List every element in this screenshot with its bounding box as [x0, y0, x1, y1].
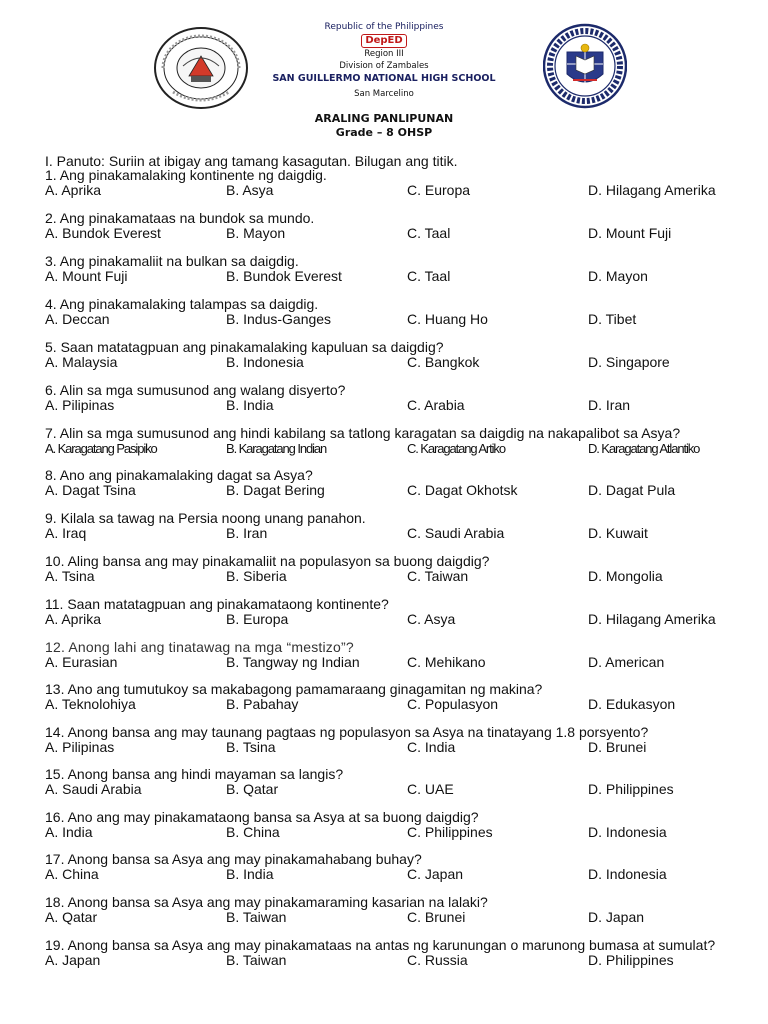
choice-a[interactable]: A. Pilipinas — [45, 397, 115, 413]
choice-d[interactable]: D. Mayon — [588, 268, 648, 284]
choice-c[interactable]: C. Populasyon — [407, 696, 499, 712]
choice-b[interactable]: B. Taiwan — [226, 952, 287, 968]
question-stem: 13. Ano ang tumutukoy sa makabagong pamamaraang ginagamitan ng makina? — [45, 681, 543, 697]
choice-d[interactable]: D. Brunei — [588, 739, 647, 755]
choice-c[interactable]: C. Asya — [407, 611, 456, 627]
choice-b[interactable]: B. Europa — [226, 611, 289, 627]
choice-c[interactable]: C. Taal — [407, 225, 451, 241]
question-item — [45, 211, 745, 241]
question-item — [45, 810, 745, 840]
choice-a[interactable]: A. Teknolohiya — [45, 696, 136, 712]
answer-choices — [45, 697, 745, 712]
grade-line: Grade – 8 OHSP — [335, 126, 433, 139]
choice-c[interactable]: C. UAE — [407, 781, 454, 797]
answer-choices — [45, 226, 745, 241]
question-item — [45, 426, 745, 456]
choice-c[interactable]: C. Bangkok — [407, 354, 480, 370]
answer-choices — [45, 612, 745, 627]
question-stem: 6. Alin sa mga sumusunod ang walang disyerto? — [45, 382, 346, 398]
answer-choices — [45, 483, 745, 498]
choice-d[interactable]: D. Japan — [588, 909, 645, 925]
choice-c[interactable]: C. Philippines — [407, 824, 493, 840]
question-item — [45, 938, 745, 968]
answer-choices — [45, 953, 745, 968]
choice-b[interactable]: B. Qatar — [226, 781, 279, 797]
question-stem: 16. Ano ang may pinakamataong bansa sa Asya at sa buong daigdig? — [45, 809, 479, 825]
choice-c[interactable]: C. Mehikano — [407, 654, 486, 670]
choice-a[interactable]: A. Mount Fuji — [45, 268, 128, 284]
choice-b[interactable]: B. Bundok Everest — [226, 268, 342, 284]
question-item — [45, 852, 745, 882]
choice-d[interactable]: D. Indonesia — [588, 866, 667, 882]
question-stem: 4. Ang pinakamalaking talampas sa daigdig. — [45, 296, 319, 312]
answer-choices — [45, 183, 745, 198]
question-stem: 7. Alin sa mga sumusunod ang hindi kabilang sa tatlong karagatan sa daigdig na nakapalibot sa Asya? — [45, 425, 681, 441]
answer-choices — [45, 355, 745, 370]
answer-choices — [45, 782, 745, 797]
choice-d[interactable]: D. Philippines — [588, 952, 674, 968]
deped-logo — [0, 34, 768, 48]
choice-b[interactable]: B. Indus-Ganges — [226, 311, 332, 327]
answer-choices — [45, 910, 745, 925]
question-stem: 9. Kilala sa tawag na Persia noong unang panahon. — [45, 510, 366, 526]
choice-b[interactable]: B. Siberia — [226, 568, 287, 584]
answer-choices — [45, 655, 745, 670]
choice-b[interactable]: B. Indonesia — [226, 354, 304, 370]
question-item — [45, 168, 745, 198]
choice-a[interactable]: A. Bundok Everest — [45, 225, 161, 241]
choice-a[interactable]: A. China — [45, 866, 99, 882]
choice-b[interactable]: B. India — [226, 397, 274, 413]
question-stem: 17. Anong bansa sa Asya ang may pinakamahabang buhay? — [45, 851, 422, 867]
question-item — [45, 682, 745, 712]
choice-a[interactable]: A. Saudi Arabia — [45, 781, 142, 797]
choice-b[interactable]: B. Pabahay — [226, 696, 299, 712]
answer-choices — [45, 825, 745, 840]
instructions: I. Panuto: Suriin at ibigay ang tamang kasagutan. Bilugan ang titik. — [45, 153, 458, 169]
question-item — [45, 254, 745, 284]
question-stem: 12. Anong lahi ang tinatawag na mga “mestizo”? — [45, 639, 354, 655]
question-item — [45, 340, 745, 370]
choice-d[interactable]: D. Karagatang Atlantiko — [588, 441, 700, 456]
choice-a[interactable]: A. Karagatang Pasipiko — [45, 441, 157, 456]
choice-d[interactable]: D. Indonesia — [588, 824, 667, 840]
answer-choices — [45, 312, 745, 327]
choice-a[interactable]: A. Deccan — [45, 311, 110, 327]
question-stem: 19. Anong bansa sa Asya ang may pinakamataas na antas ng karunungan o marunong bumasa at sumulat? — [45, 937, 716, 953]
choice-d[interactable]: D. Mount Fuji — [588, 225, 672, 241]
subject-title: ARALING PANLIPUNAN — [314, 112, 454, 125]
question-item — [45, 297, 745, 327]
choice-d[interactable]: D. Kuwait — [588, 525, 648, 541]
choice-c[interactable]: C. India — [407, 739, 456, 755]
choice-a[interactable]: A. Qatar — [45, 909, 98, 925]
town-line: San Marcelino — [354, 89, 414, 99]
question-item — [45, 640, 745, 670]
choice-b[interactable]: B. Iran — [226, 525, 268, 541]
choice-c[interactable]: C. Saudi Arabia — [407, 525, 505, 541]
region-line: Region III — [364, 49, 404, 59]
question-item — [45, 725, 745, 755]
choice-d[interactable]: D. Hilagang Amerika — [588, 611, 716, 627]
choice-d[interactable]: D. Singapore — [588, 354, 670, 370]
choice-d[interactable]: D. Philippines — [588, 781, 674, 797]
choice-b[interactable]: B. Mayon — [226, 225, 286, 241]
question-stem: 18. Anong bansa sa Asya ang may pinakamaraming kasarian na lalaki? — [45, 894, 488, 910]
question-stem: 11. Saan matatagpuan ang pinakamataong kontinente? — [45, 596, 389, 612]
school-name: SAN GUILLERMO NATIONAL HIGH SCHOOL — [272, 73, 496, 84]
choice-a[interactable]: A. Pilipinas — [45, 739, 115, 755]
answer-choices — [45, 269, 745, 284]
choice-a[interactable]: A. Aprika — [45, 611, 102, 627]
choice-c[interactable]: C. Russia — [407, 952, 468, 968]
question-stem: 3. Ang pinakamaliit na bulkan sa daigdig. — [45, 253, 299, 269]
question-stem: 14. Anong bansa ang may taunang pagtaas ng populasyon sa Asya na tinatayang 1.8 porsyento? — [45, 724, 649, 740]
question-item — [45, 468, 745, 498]
choice-d[interactable]: D. Tibet — [588, 311, 637, 327]
choice-a[interactable]: A. Japan — [45, 952, 101, 968]
question-stem: 10. Aling bansa ang may pinakamaliit na populasyon sa buong daigdig? — [45, 553, 490, 569]
choice-c[interactable]: C. Dagat Okhotsk — [407, 482, 518, 498]
question-stem: 8. Ano ang pinakamalaking dagat sa Asya? — [45, 467, 313, 483]
choice-d[interactable]: D. American — [588, 654, 665, 670]
question-stem: 15. Anong bansa ang hindi mayaman sa langis? — [45, 766, 344, 782]
choice-a[interactable]: A. Eurasian — [45, 654, 118, 670]
answer-choices — [45, 740, 745, 755]
answer-choices — [45, 441, 745, 456]
choice-c[interactable]: C. Huang Ho — [407, 311, 488, 327]
question-item — [45, 895, 745, 925]
choice-c[interactable]: C. Brunei — [407, 909, 466, 925]
choice-c[interactable]: C. Taal — [407, 268, 451, 284]
answer-choices — [45, 867, 745, 882]
choice-a[interactable]: A. Iraq — [45, 525, 87, 541]
choice-c[interactable]: C. Europa — [407, 182, 471, 198]
question-item — [45, 511, 745, 541]
choice-d[interactable]: D. Edukasyon — [588, 696, 676, 712]
division-line: Division of Zambales — [339, 61, 429, 71]
choice-b[interactable]: B. Taiwan — [226, 909, 287, 925]
question-item — [45, 597, 745, 627]
question-stem: 5. Saan matatagpuan ang pinakamalaking kapuluan sa daigdig? — [45, 339, 444, 355]
question-item — [45, 767, 745, 797]
deped-logo-text: DepED — [361, 34, 406, 48]
question-item — [45, 554, 745, 584]
answer-choices — [45, 526, 745, 541]
choice-c[interactable]: C. Taiwan — [407, 568, 469, 584]
question-item — [45, 383, 745, 413]
choice-a[interactable]: A. Malaysia — [45, 354, 118, 370]
choice-c[interactable]: C. Arabia — [407, 397, 465, 413]
choice-c[interactable]: C. Karagatang Artiko — [407, 441, 505, 456]
answer-choices — [45, 569, 745, 584]
question-stem: 1. Ang pinakamalaking kontinente ng daigdig. — [45, 167, 327, 183]
choice-b[interactable]: B. Tsina — [226, 739, 276, 755]
choice-b[interactable]: B. China — [226, 824, 280, 840]
choice-b[interactable]: B. Karagatang Indian — [226, 441, 327, 456]
document-header — [0, 0, 768, 150]
choice-c[interactable]: C. Japan — [407, 866, 464, 882]
republic-line: Republic of the Philippines — [324, 22, 444, 32]
choice-a[interactable]: A. Tsina — [45, 568, 95, 584]
choice-d[interactable]: D. Hilagang Amerika — [588, 182, 716, 198]
choice-b[interactable]: B. India — [226, 866, 274, 882]
answer-choices — [45, 398, 745, 413]
choice-d[interactable]: D. Iran — [588, 397, 631, 413]
choice-a[interactable]: A. Dagat Tsina — [45, 482, 136, 498]
question-stem: 2. Ang pinakamataas na bundok sa mundo. — [45, 210, 315, 226]
choice-d[interactable]: D. Mongolia — [588, 568, 663, 584]
choice-b[interactable]: B. Asya — [226, 182, 274, 198]
choice-b[interactable]: B. Tangway ng Indian — [226, 654, 360, 670]
choice-a[interactable]: A. India — [45, 824, 93, 840]
choice-d[interactable]: D. Dagat Pula — [588, 482, 676, 498]
choice-b[interactable]: B. Dagat Bering — [226, 482, 325, 498]
choice-a[interactable]: A. Aprika — [45, 182, 102, 198]
